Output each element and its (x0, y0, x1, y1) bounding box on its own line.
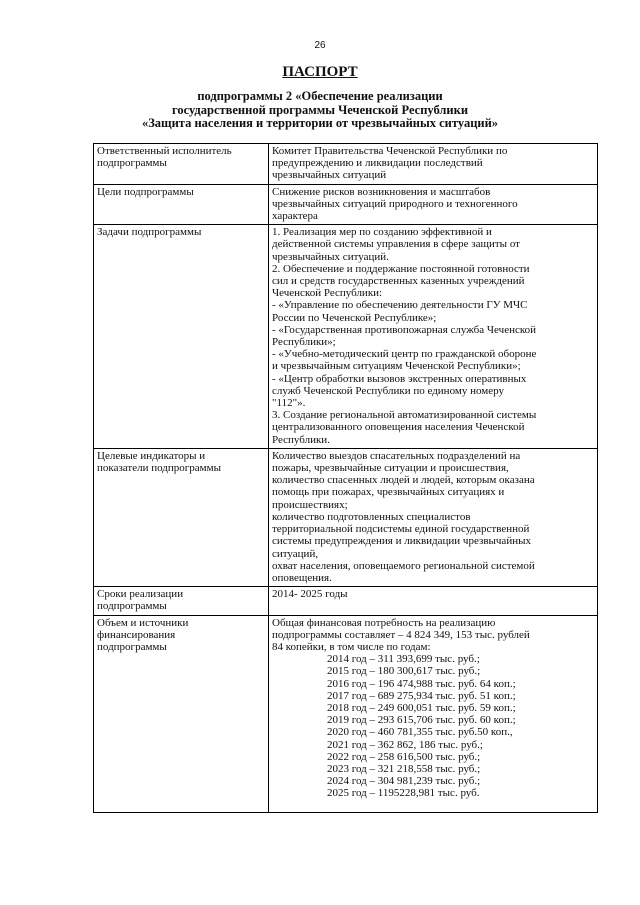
label-line: финансирования (97, 628, 176, 641)
value-line: помощь при пожарах, чрезвычайных ситуациях и (272, 486, 505, 499)
row-label (94, 587, 269, 615)
page-number: 26 (314, 40, 326, 51)
row-responsible-executor (94, 144, 598, 185)
document-subtitle (40, 90, 600, 131)
funding-year-line: 2020 год – 460 781,355 тыс. руб.50 коп., (327, 726, 513, 739)
funding-year-line: 2016 год – 196 474,988 тыс. руб. 64 коп.; (327, 677, 516, 690)
value-line: 2. Обеспечение и поддержание постоянной готовности (272, 262, 530, 275)
subtitle-line: подпрограммы 2 «Обеспечение реализации (197, 89, 443, 103)
funding-year-line: 2023 год – 321 218,558 тыс. руб.; (327, 762, 481, 775)
value-line: подпрограммы составляет – 4 824 349, 153 тыс. рублей (272, 628, 530, 641)
funding-year-line: 2015 год – 180 300,617 тыс. руб.; (327, 665, 481, 678)
row-tasks (94, 225, 598, 449)
value-line: Чеченской Республики: (272, 287, 383, 300)
value-line: 1. Реализация мер по созданию эффективной и (272, 226, 492, 239)
row-label (94, 448, 269, 586)
row-timeline (94, 587, 598, 615)
value-line: системы предупреждения и ликвидации чрезвычайных (272, 535, 531, 548)
value-line: Общая финансовая потребность на реализацию (272, 616, 496, 629)
label-line: подпрограммы (97, 600, 167, 613)
label-line: Ответственный исполнитель (97, 145, 232, 157)
row-value (269, 615, 598, 812)
row-goals (94, 184, 598, 225)
funding-year-line: 2014 год – 311 393,699 тыс. руб.; (327, 653, 480, 666)
value-line: - «Центр обработки вызовов экстренных оперативных (272, 372, 527, 385)
value-line: 3. Создание региональной автоматизированной системы (272, 409, 537, 422)
value-line: - «Учебно-методический центр по гражданской обороне (272, 348, 537, 361)
row-label (94, 184, 269, 225)
value-line: 2014- 2025 годы (272, 588, 348, 601)
label-line: подпрограммы (97, 157, 167, 170)
value-line: сил и средств государственных казенных учреждений (272, 275, 525, 288)
value-line: Комитет Правительства Чеченской Республики по (272, 145, 508, 157)
label-line: Задачи подпрограммы (97, 226, 202, 239)
value-line: чрезвычайных ситуаций природного и техногенного (272, 197, 518, 210)
funding-year-line: 2021 год – 362 862, 186 тыс. руб.; (327, 738, 483, 751)
funding-year-line: 2022 год – 258 616,500 тыс. руб.; (327, 750, 481, 763)
funding-year-line: 2019 год – 293 615,706 тыс. руб. 60 коп.; (327, 714, 516, 727)
label-line: Целевые индикаторы и (97, 449, 206, 462)
document-title: ПАСПОРТ (282, 64, 358, 80)
value-line: оповещения. (272, 571, 332, 584)
value-line: - «Управление по обеспечению деятельности ГУ МЧС (272, 299, 528, 312)
row-funding (94, 615, 598, 812)
value-line: Количество выездов спасательных подразделений на (272, 449, 521, 462)
row-value (269, 587, 598, 615)
subtitle-line: «Защита населения и территории от чрезвычайных ситуаций» (141, 116, 499, 130)
row-value (269, 184, 598, 225)
value-line: централизованного оповещения населения Чеченской (272, 421, 525, 434)
value-line: "112"». (272, 397, 306, 410)
value-line: предупреждению и ликвидации последствий (272, 157, 483, 170)
row-label (94, 144, 269, 185)
value-line: характера (272, 210, 318, 223)
value-line: Снижение рисков возникновения и масштабов (272, 185, 491, 198)
subtitle-line: государственной программы Чеченской Республики (171, 102, 469, 117)
value-line: охват населения, оповещаемого региональной системой (272, 559, 535, 572)
funding-year-line: 2024 год – 304 981,239 тыс. руб.; (327, 775, 481, 788)
funding-year-line: 2018 год – 249 600,051 тыс. руб. 59 коп.; (327, 701, 516, 714)
row-value (269, 448, 598, 586)
value-line: территориальной подсистемы единой государственной (272, 523, 530, 536)
value-line: ситуаций, (272, 547, 319, 560)
value-line: пожары, чрезвычайные ситуации и происшествия, (272, 462, 509, 475)
funding-year-line: 2025 год – 1195228,981 тыс. руб. (327, 787, 480, 800)
value-line: - «Государственная противопожарная служба Чеченской (272, 323, 537, 336)
passport-table (93, 143, 598, 813)
row-indicators (94, 448, 598, 586)
label-line: Сроки реализации (97, 588, 184, 601)
row-value (269, 144, 598, 185)
row-value (269, 225, 598, 449)
row-label (94, 225, 269, 449)
label-line: подпрограммы (97, 640, 167, 653)
label-line: Объем и источники (97, 616, 189, 629)
value-line: Республики. (272, 433, 330, 446)
value-line: Республики»; (272, 336, 336, 349)
value-line: происшествиях; (272, 498, 348, 511)
value-line: 84 копейки, в том числе по годам: (272, 640, 431, 653)
row-label (94, 615, 269, 812)
value-line: чрезвычайных ситуаций (272, 169, 387, 182)
value-line: служб Чеченской Республики по единому номеру (272, 384, 504, 397)
value-line: России по Чеченской Республике»; (272, 311, 437, 324)
value-line: количество спасенных людей и людей, которым оказана (272, 474, 535, 487)
value-line: чрезвычайных ситуаций. (272, 250, 389, 263)
label-line: Цели подпрограммы (97, 185, 194, 198)
value-line: действенной системы управления в сфере защиты от (272, 238, 520, 251)
label-line: показатели подпрограммы (97, 462, 221, 475)
funding-year-line: 2017 год – 689 275,934 тыс. руб. 51 коп.; (327, 689, 516, 702)
value-line: количество подготовленных специалистов (272, 510, 471, 523)
value-line: и чрезвычайным ситуациям Чеченской Республики»; (272, 360, 521, 373)
